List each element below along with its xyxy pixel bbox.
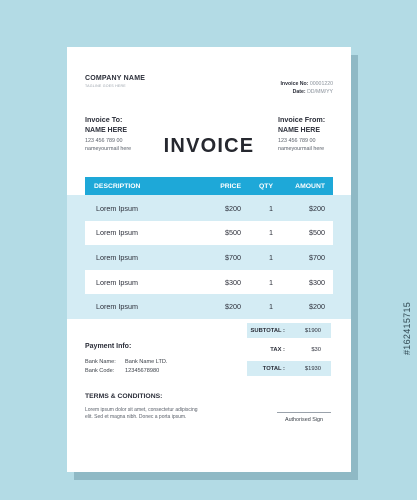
company-block (85, 75, 145, 88)
table-row (85, 294, 333, 319)
row-qty: 1 (269, 203, 273, 213)
invoice-from-phone: 123 456 789 00 (278, 138, 316, 144)
invoice-to-phone: 123 456 789 00 (85, 138, 123, 144)
row-amount: $200 (309, 302, 325, 312)
row-price: $200 (225, 203, 241, 213)
bank-name-row (85, 358, 168, 367)
row-amount: $200 (309, 203, 325, 213)
date-value: DD/MM/YY (307, 89, 333, 95)
table-row (85, 221, 333, 246)
payment-info (85, 343, 168, 376)
signature-line (277, 412, 331, 413)
invoice-no-value: 00001220 (309, 81, 333, 87)
table-body (67, 195, 351, 319)
invoice-title: INVOICE (163, 135, 255, 157)
subtotal-label: SUBTOTAL : (250, 327, 285, 334)
row-price: $200 (225, 302, 241, 312)
tax-label: TAX : (270, 346, 285, 353)
row-description: Lorem Ipsum (96, 228, 138, 238)
row-qty: 1 (269, 228, 273, 238)
bank-name-value: Bank Name LTD. (125, 359, 168, 365)
table-row (85, 245, 333, 270)
row-description: Lorem Ipsum (96, 252, 138, 262)
total-row (247, 361, 331, 376)
invoice-from-block (278, 115, 325, 152)
row-qty: 1 (269, 302, 273, 312)
invoice-sheet (67, 47, 351, 472)
header-amount: AMOUNT (295, 182, 325, 190)
row-price: $500 (225, 228, 241, 238)
terms-heading: TERMS & CONDITIONS: (85, 393, 163, 400)
bank-code-value: 12345678980 (125, 368, 160, 374)
bank-code-label: Bank Code: (85, 368, 115, 374)
row-price: $300 (225, 277, 241, 287)
row-description: Lorem Ipsum (96, 203, 138, 213)
items-table (67, 177, 351, 319)
row-amount: $700 (309, 252, 325, 262)
row-description: Lorem Ipsum (96, 302, 138, 312)
row-qty: 1 (269, 277, 273, 287)
stock-id: #162415715 (402, 301, 412, 355)
totals-block (247, 323, 331, 380)
table-row (85, 270, 333, 295)
row-description: Lorem Ipsum (96, 277, 138, 287)
date-label: Date: (292, 89, 306, 95)
bank-name-label: Bank Name: (85, 359, 116, 365)
subtotal-value: $1900 (304, 327, 321, 334)
header-qty: QTY (259, 182, 273, 190)
invoice-from-heading: Invoice From: (278, 115, 326, 124)
row-price: $700 (225, 252, 241, 262)
tax-row (247, 342, 331, 357)
total-value: $1930 (304, 365, 321, 372)
tax-value: $30 (311, 346, 321, 353)
header-price: PRICE (220, 182, 241, 190)
invoice-to-name: NAME HERE (85, 127, 128, 134)
invoice-to-email: nameyourmail here (85, 146, 132, 152)
row-qty: 1 (269, 252, 273, 262)
total-label: TOTAL : (262, 365, 285, 372)
company-name: COMPANY NAME (85, 75, 146, 82)
terms-body: Lorem ipsum dolor sit amet, consectetur adipiscing elit. Sed et magna nibh. Donec a porta ipsum. (85, 407, 198, 420)
signature-block (277, 412, 331, 423)
invoice-to-heading: Invoice To: (85, 115, 123, 124)
table-header (85, 177, 333, 195)
invoice-meta (280, 80, 333, 96)
table-row (85, 196, 333, 221)
signature-label: Authorised Sign (284, 417, 324, 423)
invoice-from-email: nameyourmail here (278, 146, 325, 152)
header-description: DESCRIPTION (94, 182, 141, 190)
company-tagline: TAGLINE GOES HERE (85, 84, 126, 88)
bank-code-row (85, 367, 168, 376)
row-amount: $500 (309, 228, 325, 238)
invoice-from-name: NAME HERE (278, 127, 321, 134)
subtotal-row (247, 323, 331, 338)
terms-block (85, 393, 205, 421)
invoice-no-label: Invoice No: (280, 81, 309, 87)
row-amount: $300 (309, 277, 325, 287)
payment-heading: Payment Info: (85, 343, 132, 350)
